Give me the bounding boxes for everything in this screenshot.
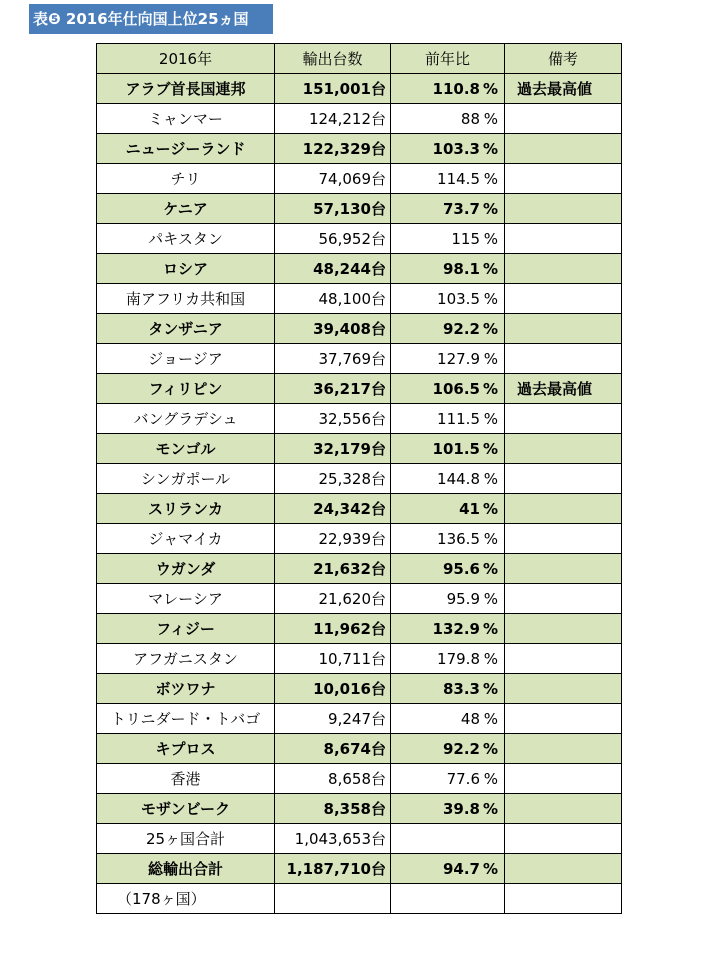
units-cell: 21,620台 [275, 584, 391, 614]
note-cell [505, 434, 622, 464]
ratio-value: 88 [460, 109, 480, 128]
note-cell [505, 494, 622, 524]
percent-sign: % [483, 229, 498, 248]
footnote: （178ヶ国） [97, 884, 275, 914]
table-row [97, 74, 622, 104]
note-cell [505, 284, 622, 314]
note-cell [505, 644, 622, 674]
country-cell: ウガンダ [97, 554, 275, 584]
ratio-value: 77.6 [446, 769, 480, 788]
units-cell: 39,408台 [275, 314, 391, 344]
ratio-cell [391, 734, 505, 764]
ratio-value: 106.5 [432, 379, 480, 398]
ratio-cell [391, 614, 505, 644]
units-cell: 8,358台 [275, 794, 391, 824]
country-cell: スリランカ [97, 494, 275, 524]
header-note: 備考 [505, 44, 622, 74]
table-row [97, 194, 622, 224]
ratio-cell [391, 134, 505, 164]
ratio-value: 110.8 [432, 79, 480, 98]
total-row [97, 854, 622, 884]
note-cell: 過去最高値 [505, 74, 622, 104]
note-cell [505, 584, 622, 614]
units-cell: 21,632台 [275, 554, 391, 584]
ratio-cell [391, 764, 505, 794]
ratio-value: 92.2 [442, 319, 480, 338]
table-row [97, 674, 622, 704]
ratio-cell [391, 554, 505, 584]
total-ratio [391, 854, 505, 884]
ratio-value: 111.5 [437, 409, 480, 428]
ratio-cell [391, 224, 505, 254]
country-cell: キプロス [97, 734, 275, 764]
note-cell [505, 704, 622, 734]
ratio-value: 83.3 [442, 679, 480, 698]
note-cell [505, 554, 622, 584]
table-row [97, 494, 622, 524]
ratio-value: 103.5 [437, 289, 480, 308]
ratio-value: 48 [460, 709, 480, 728]
ratio-cell [391, 434, 505, 464]
country-cell: チリ [97, 164, 275, 194]
ratio-value: 114.5 [437, 169, 480, 188]
units-cell: 57,130台 [275, 194, 391, 224]
ratio-value: 41 [459, 499, 480, 518]
table-title: 表❺ 2016年仕向国上位25ヵ国 [29, 4, 273, 34]
country-cell: シンガポール [97, 464, 275, 494]
units-cell: 32,179台 [275, 434, 391, 464]
ratio-value: 95.6 [442, 559, 480, 578]
percent-sign: % [483, 529, 498, 548]
units-cell: 11,962台 [275, 614, 391, 644]
percent-sign: % [483, 289, 498, 308]
percent-sign: % [483, 709, 498, 728]
ratio-cell [391, 104, 505, 134]
ratio-value: 136.5 [437, 529, 480, 548]
ratio-value: 179.8 [437, 649, 480, 668]
table-row [97, 404, 622, 434]
note-cell [505, 224, 622, 254]
percent-sign: % [482, 379, 498, 398]
percent-sign: % [483, 349, 498, 368]
units-cell: 124,212台 [275, 104, 391, 134]
units-cell: 74,069台 [275, 164, 391, 194]
ratio-value: 144.8 [437, 469, 480, 488]
country-cell: バングラデシュ [97, 404, 275, 434]
ratio-cell [391, 404, 505, 434]
note-cell [505, 344, 622, 374]
subtotal-ratio [391, 824, 505, 854]
country-cell: モザンビーク [97, 794, 275, 824]
ratio-value: 132.9 [432, 619, 480, 638]
empty-cell [275, 884, 391, 914]
percent-sign: % [482, 139, 498, 158]
table-row [97, 434, 622, 464]
ratio-cell [391, 584, 505, 614]
ratio-cell [391, 254, 505, 284]
percent-sign: % [482, 679, 498, 698]
ratio-value: 39.8 [442, 799, 480, 818]
header-year: 2016年 [97, 44, 275, 74]
units-cell: 37,769台 [275, 344, 391, 374]
table-row [97, 794, 622, 824]
percent-sign: % [483, 109, 498, 128]
percent-sign: % [483, 169, 498, 188]
ratio-cell [391, 464, 505, 494]
subtotal-label: 25ヶ国合計 [97, 824, 275, 854]
country-cell: マレーシア [97, 584, 275, 614]
ratio-value: 73.7 [442, 199, 480, 218]
percent-sign: % [482, 619, 498, 638]
country-cell: ケニア [97, 194, 275, 224]
note-cell [505, 524, 622, 554]
percent-sign: % [483, 589, 498, 608]
percent-sign: % [482, 199, 498, 218]
total-label: 総輸出合計 [97, 854, 275, 884]
note-cell [505, 404, 622, 434]
table-row [97, 704, 622, 734]
country-cell: ジャマイカ [97, 524, 275, 554]
units-cell: 32,556台 [275, 404, 391, 434]
percent-sign: % [483, 769, 498, 788]
table-row [97, 134, 622, 164]
ratio-cell [391, 494, 505, 524]
units-cell: 22,939台 [275, 524, 391, 554]
percent-sign: % [482, 859, 498, 878]
ratio-cell [391, 704, 505, 734]
units-cell: 8,674台 [275, 734, 391, 764]
percent-sign: % [482, 79, 498, 98]
percent-sign: % [482, 259, 498, 278]
note-cell [505, 134, 622, 164]
country-cell: アフガニスタン [97, 644, 275, 674]
table-row [97, 104, 622, 134]
ratio-cell [391, 314, 505, 344]
table-row [97, 254, 622, 284]
percent-sign: % [482, 739, 498, 758]
percent-sign: % [483, 649, 498, 668]
ratio-value: 95.9 [446, 589, 480, 608]
country-cell: 南アフリカ共和国 [97, 284, 275, 314]
subtotal-units: 1,043,653台 [275, 824, 391, 854]
ratio-cell [391, 674, 505, 704]
table-row [97, 464, 622, 494]
export-table [96, 43, 622, 914]
ratio-value: 127.9 [437, 349, 480, 368]
ratio-cell [391, 164, 505, 194]
note-cell [505, 614, 622, 644]
header-row [97, 44, 622, 74]
header-units: 輸出台数 [275, 44, 391, 74]
units-cell: 9,247台 [275, 704, 391, 734]
table-row [97, 224, 622, 254]
note-cell [505, 314, 622, 344]
percent-sign: % [483, 469, 498, 488]
empty-cell [391, 884, 505, 914]
note-cell [505, 464, 622, 494]
country-cell: パキスタン [97, 224, 275, 254]
table-row [97, 614, 622, 644]
table-body [97, 74, 622, 824]
ratio-cell [391, 644, 505, 674]
ratio-cell [391, 794, 505, 824]
country-cell: ミャンマー [97, 104, 275, 134]
ratio-value: 98.1 [442, 259, 480, 278]
table-row [97, 764, 622, 794]
table-row [97, 644, 622, 674]
ratio-cell [391, 74, 505, 104]
ratio-cell [391, 374, 505, 404]
country-cell: アラブ首長国連邦 [97, 74, 275, 104]
table-row [97, 524, 622, 554]
total-ratio-value: 94.7 [442, 859, 480, 878]
units-cell: 10,016台 [275, 674, 391, 704]
table-row [97, 554, 622, 584]
percent-sign: % [482, 439, 498, 458]
note-cell [505, 794, 622, 824]
country-cell: フィリピン [97, 374, 275, 404]
units-cell: 8,658台 [275, 764, 391, 794]
total-units: 1,187,710台 [275, 854, 391, 884]
ratio-cell [391, 284, 505, 314]
ratio-cell [391, 194, 505, 224]
units-cell: 56,952台 [275, 224, 391, 254]
subtotal-note [505, 824, 622, 854]
ratio-value: 101.5 [432, 439, 480, 458]
units-cell: 48,244台 [275, 254, 391, 284]
country-cell: トリニダード・トバゴ [97, 704, 275, 734]
country-cell: 香港 [97, 764, 275, 794]
note-cell [505, 674, 622, 704]
percent-sign: % [482, 319, 498, 338]
header-ratio: 前年比 [391, 44, 505, 74]
country-cell: ボツワナ [97, 674, 275, 704]
table-row [97, 374, 622, 404]
country-cell: ニュージーランド [97, 134, 275, 164]
note-cell [505, 104, 622, 134]
subtotal-row [97, 824, 622, 854]
ratio-value: 92.2 [442, 739, 480, 758]
table-row [97, 584, 622, 614]
ratio-value: 103.3 [432, 139, 480, 158]
percent-sign: % [482, 499, 498, 518]
table-row [97, 284, 622, 314]
ratio-cell [391, 344, 505, 374]
units-cell: 10,711台 [275, 644, 391, 674]
note-cell [505, 734, 622, 764]
note-cell [505, 194, 622, 224]
units-cell: 151,001台 [275, 74, 391, 104]
note-cell [505, 254, 622, 284]
units-cell: 25,328台 [275, 464, 391, 494]
country-cell: タンザニア [97, 314, 275, 344]
table-row [97, 344, 622, 374]
ratio-value: 115 [451, 229, 480, 248]
footnote-row [97, 884, 622, 914]
empty-cell [505, 884, 622, 914]
table-row [97, 734, 622, 764]
units-cell: 24,342台 [275, 494, 391, 524]
table-row [97, 314, 622, 344]
country-cell: ジョージア [97, 344, 275, 374]
note-cell [505, 764, 622, 794]
total-note [505, 854, 622, 884]
percent-sign: % [483, 409, 498, 428]
percent-sign: % [482, 559, 498, 578]
units-cell: 36,217台 [275, 374, 391, 404]
note-cell [505, 164, 622, 194]
country-cell: ロシア [97, 254, 275, 284]
units-cell: 48,100台 [275, 284, 391, 314]
table-row [97, 164, 622, 194]
country-cell: モンゴル [97, 434, 275, 464]
percent-sign: % [482, 799, 498, 818]
units-cell: 122,329台 [275, 134, 391, 164]
country-cell: フィジー [97, 614, 275, 644]
note-cell: 過去最高値 [505, 374, 622, 404]
ratio-cell [391, 524, 505, 554]
